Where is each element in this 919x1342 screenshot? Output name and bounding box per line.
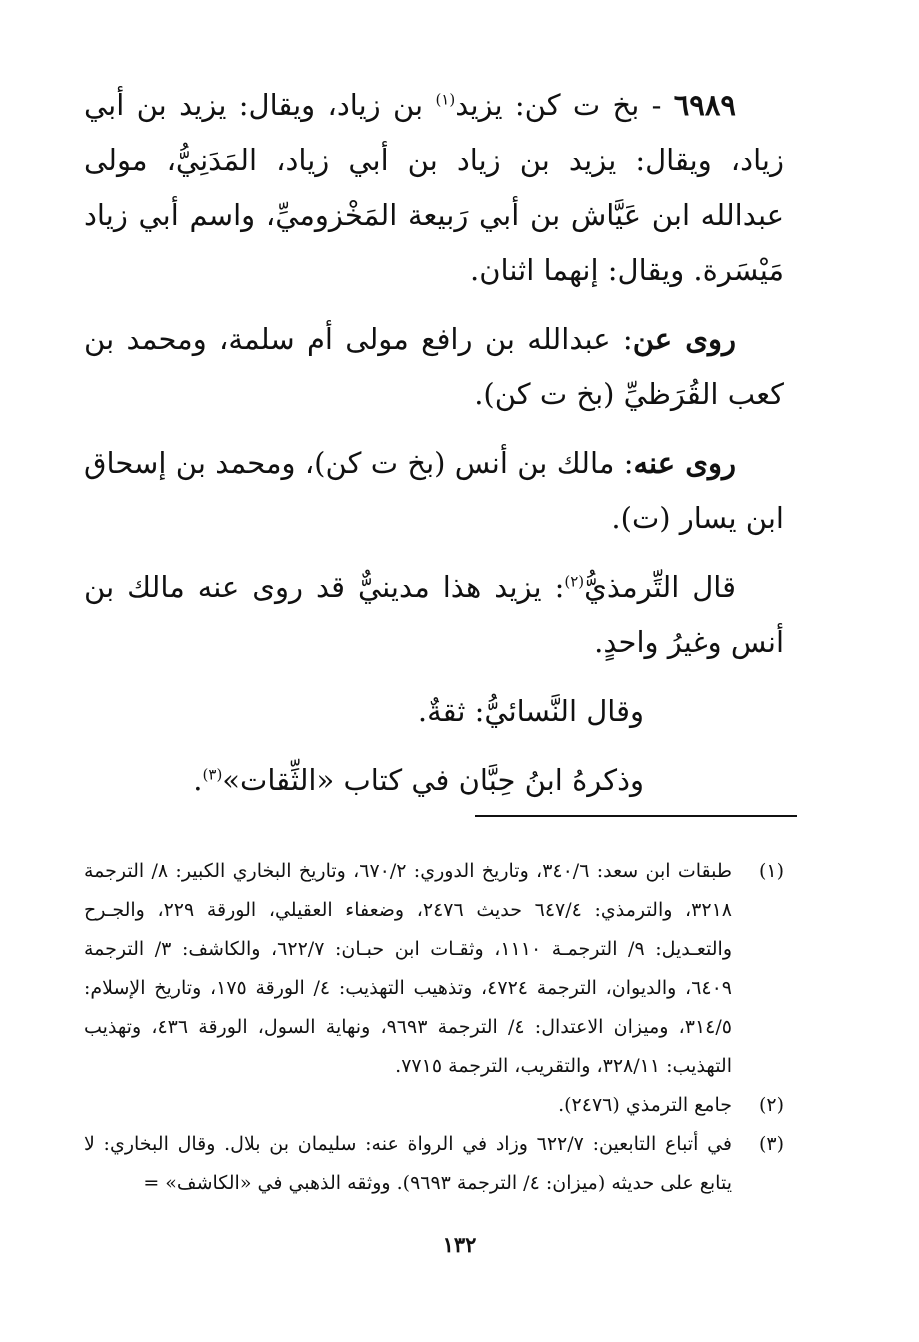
footnote-2 (84, 1086, 784, 1125)
entry-head: - بخ ت كن: يزيد (455, 88, 674, 122)
footnote-separator (475, 815, 797, 817)
ibn-hibban-post: . (193, 763, 203, 797)
page-number: ١٣٢ (442, 1232, 477, 1257)
ibn-hibban-pre: وذكرهُ ابنُ حِبَّان في كتاب «الثِّقات» (222, 763, 644, 797)
nasai-text: وقال النَّسائيُّ: ثقةٌ. (417, 694, 644, 728)
footnote-1 (84, 852, 784, 1086)
entry-head-rest: بن زياد، ويقال: يزيد بن أبي زياد، ويقال: يزيد بن زياد بن أبي زياد، المَدَنِيُّ، مولى عبدالله ابن عَيَّاش بن أبي رَبيعة المَخْزوميِّ، واسم أبي زياد مَيْسَرة. ويقال: إنهما اثنان. (84, 88, 784, 287)
footnote-text: جامع الترمذي (٢٤٧٦). (558, 1094, 732, 1116)
footnote-text: طبقات ابن سعد: ٣٤٠/٦، وتاريخ الدوري: ٦٧٠/٢، وتاريخ البخاري الكبير: ٨/ الترجمة ٣٢١٨، والترمذي: ٦٤٧/٤ حديث ٢٤٧٦، وضعفاء العقيلي، الورقة ٢٢٩، والجـرح والتعـديل: ٩/ الترجمـة ١١١٠، وثقـات ابن حبـان: ٦٢٢/٧، والكاشف: ٣/ الترجمة ٦٤٠٩، والديوان، الترجمة ٤٧٢٤، وتذهيب التهذيب: ٤/ الورقة ١٧٥، وتاريخ الإسلام: ٣١٤/٥، وميزان الاعتدال: ٤/ الترجمة ٩٦٩٣، ونهاية السول، الورقة ٤٣٦، وتهذيب التهذيب: ٣٢٨/١١، والتقريب، الترجمة ٧٧١٥. (84, 860, 733, 1077)
narrated-from-label: روى عن (632, 322, 736, 356)
footnote-number: (١) (758, 860, 784, 882)
footnote-number: (٣) (758, 1133, 784, 1155)
footnote-3 (84, 1125, 784, 1203)
footnote-text: في أتباع التابعين: ٦٢٢/٧ وزاد في الرواة عنه: سليمان بن بلال. وقال البخاري: لا يتابع على حديثه (ميزان: ٤/ الترجمة ٩٦٩٣). ووثقه الذهبي في «الكاشف» = (84, 1133, 733, 1194)
ibn-hibban-paragraph (84, 753, 784, 808)
narrated-by-paragraph (84, 436, 784, 546)
entry-number: ٦٩٨٩ (673, 88, 736, 122)
tirmidhi-pre: قال التِّرمذيُّ (584, 570, 736, 604)
tirmidhi-post: : يزيد هذا مدينيٌّ قد روى عنه مالك بن أنس وغيرُ واحدٍ. (84, 570, 784, 659)
footnote-ref-1: (١) (435, 90, 456, 109)
narrated-from-paragraph (84, 312, 784, 422)
narrated-by-label: روى عنه (633, 446, 736, 480)
footnote-ref-3: (٣) (202, 765, 223, 784)
narrated-by-text: : مالك بن أنس (بخ ت كن)، ومحمد بن إسحاق ابن يسار (ت). (84, 446, 784, 535)
nasai-paragraph (84, 684, 784, 739)
main-text (84, 78, 784, 822)
footnote-number: (٢) (758, 1094, 784, 1116)
entry-paragraph (84, 78, 784, 298)
footnotes (84, 852, 784, 1203)
footnote-ref-2: (٢) (564, 572, 585, 591)
tirmidhi-paragraph (84, 560, 784, 670)
narrated-from-text: : عبدالله بن رافع مولى أم سلمة، ومحمد بن كعب القُرَظيِّ (بخ ت كن). (84, 322, 784, 411)
